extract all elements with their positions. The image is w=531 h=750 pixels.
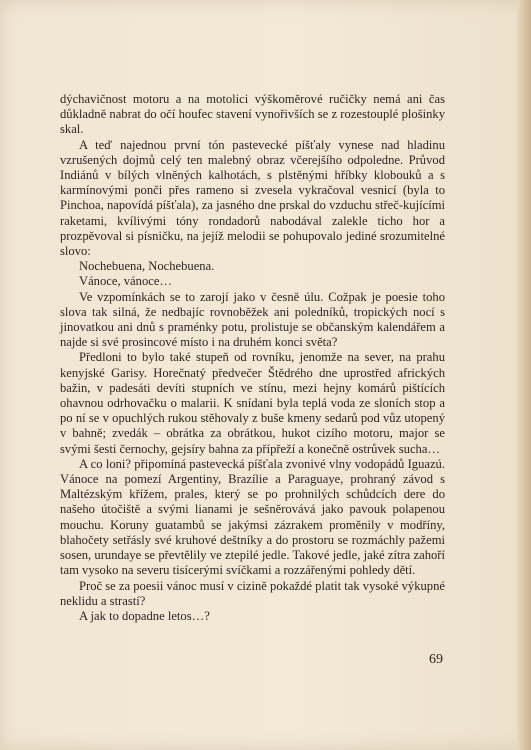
page-number: 69 [429,652,443,667]
paragraph: A teď najednou první tón pastevecké píšťaly vynese nad hladinu vzrušených dojmů celý ten malebný obraz včerejšího odpoledne. Průvod Indiánů v bílých vlněných kalhotách, s plstěnými hříbky klobouků a s karmínovými ponči přes rameno si zvesela vykračoval vesnicí (byla to Pinchoa, napovídá píšťala), za jasného dne prskal do vzduchu střeč-kujícími raketami, kvílivými tóny rondadorů nabodával zalekle ticho hor a prozpěvoval si písničku, na jejíž melodii se pohupovalo jediné srozumitelné slovo: [60,137,445,259]
verse-line: Nochebuena, Nochebuena. [79,259,215,274]
paragraph: Proč se za poesii vánoc musí v cizině pokaždé platit tak vysoké výkupné neklidu a strastí? [60,578,445,608]
paragraph: Ve vzpomínkách se to zarojí jako v česně úlu. Cožpak je poesie toho slova tak silná, že nedbajíc rovnoběžek ani poledníků, tropických nocí s jinovatkou ani dnů s praménky potu, prolistuje se občanským kalendářem a najde si své prosincové místo i na druhém konci světa? [60,289,445,350]
verse-line: Vánoce, vánoce… [79,274,173,289]
body-text [60,92,445,624]
paragraph: Předloni to bylo také stupeň od rovníku, jenomže na sever, na prahu kenyjské Garisy. Horečnatý předvečer Štědrého dne uprostřed afrických bažin, v padesáti devíti stupních ve stínu, mezi hejny komárů pištících ohavnou odrhovačku o malarii. K snídani byla teplá voda ze sloních stop a po ní se v opuchlých rukou stěhovaly z buše kmeny sedarů pod vůz utopený v bahně; zvedák – obrátka za obrátkou, hukot cizího motoru, major se svými šesti černochy, gejsíry bahna za přípřeží a konečně ostrůvek sucha… [60,350,445,456]
paragraph: A co loni? připomíná pastevecká píšťala zvonivé vlny vodopádů Iguazú. Vánoce na pomezí Argentiny, Brazílie a Paraguaye, prohraný závod s Maltézským křížem, prales, který se po prohnilých schůdcích dere do našeho útočiště a svými lianami je sešněrovává jako pavouk polapenou mouchu. Koruny guatambů se jakýmsi zázrakem proměnily v modříny, blahočety setřásly své kruhové deštníky a do prostoru se rozmáchly pažemi sosen, urundaye se převtělily ve ztepilé jedle. Takové jedle, jaké zítra zahoří tam vysoko na severu tisícerými svíčkami a rozzářenými pohledy dětí. [60,456,445,578]
page-edge [517,0,531,750]
paragraph: A jak to dopadne letos…? [79,608,210,623]
paragraph: dýchavičnost motoru a na motolici výškoměrové ručičky nemá ani čas důkladně nabrat do očí houfec stavení vynořivších se z rozestouplé plošinky skal. [60,92,445,137]
